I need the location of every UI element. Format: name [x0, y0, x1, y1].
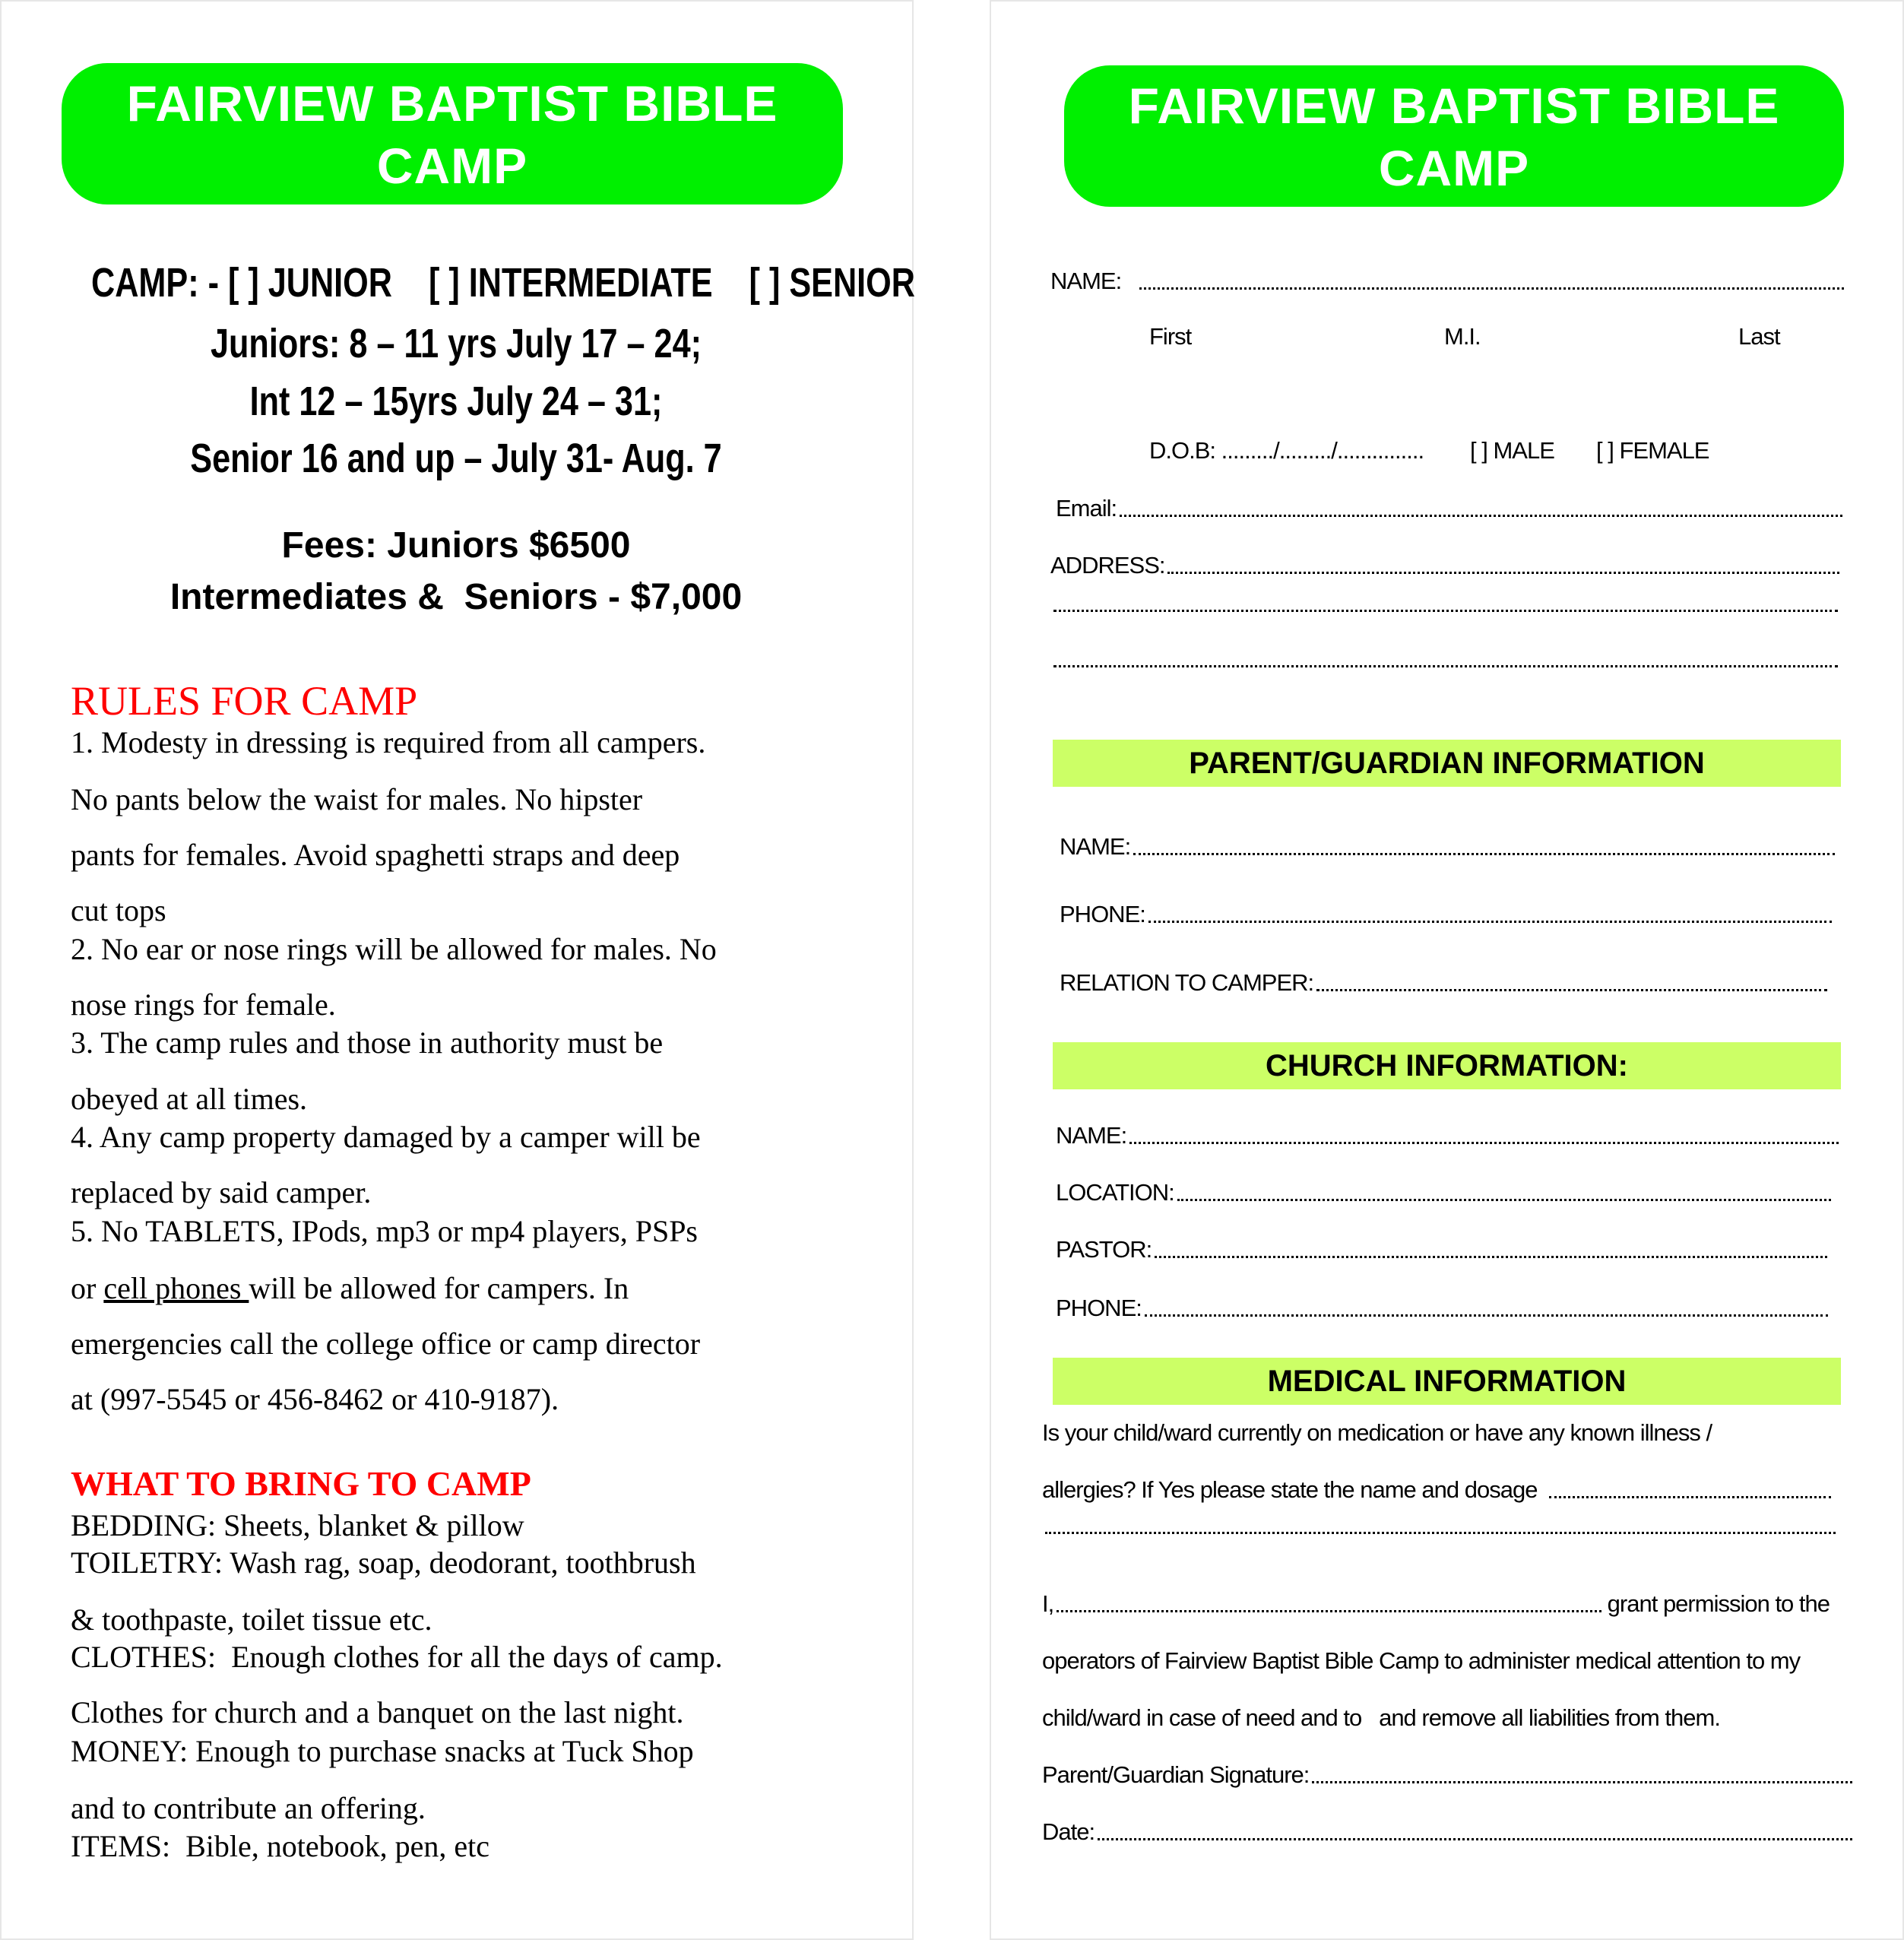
dotted-line	[1120, 515, 1842, 517]
title-line1: FAIRVIEW BAPTIST BIBLE CAMP	[126, 75, 778, 194]
label: allergies? If Yes please state the name and dosage	[1042, 1476, 1538, 1503]
label: RELATION TO CAMPER:	[1060, 969, 1314, 996]
church-name-field[interactable]	[1056, 1121, 1839, 1151]
label: Date:	[1042, 1818, 1095, 1845]
label: Email:	[1056, 495, 1117, 521]
parent-section-header: PARENT/GUARDIAN INFORMATION	[1053, 740, 1841, 787]
address-line-3[interactable]	[1050, 665, 1838, 674]
medication-line-2[interactable]	[1042, 1532, 1836, 1541]
title-line1: FAIRVIEW BAPTIST BIBLE CAMP	[1128, 78, 1780, 196]
dotted-line	[1145, 1314, 1828, 1317]
camp-selector[interactable]: CAMP: - [ ] JUNIOR [ ] INTERMEDIATE [ ] SENIOR	[91, 260, 915, 306]
dotted-line	[1177, 1199, 1831, 1201]
permission-text: operators of Fairview Baptist Bible Camp to administer medical attention to my	[1042, 1647, 1801, 1674]
dotted-line	[1045, 1532, 1836, 1534]
senior-dates: Senior 16 and up – July 31- Aug. 7	[190, 436, 722, 481]
rule-line: at (997-5545 or 456-8462 or 410-9187).	[71, 1382, 559, 1416]
label: ADDRESS:	[1050, 552, 1165, 579]
rule-line: obeyed at all times.	[71, 1082, 308, 1116]
label: PASTOR:	[1056, 1236, 1152, 1263]
male-checkbox[interactable]: [ ] MALE	[1470, 437, 1554, 464]
dotted-line	[1139, 287, 1844, 290]
dotted-line	[1155, 1256, 1827, 1258]
label: NAME:	[1060, 833, 1131, 860]
rule-line: emergencies call the college office or camp director	[71, 1327, 701, 1361]
rule-text: or	[71, 1271, 104, 1305]
fees-juniors: Fees: Juniors $6500	[281, 525, 631, 566]
signature-field[interactable]	[1042, 1760, 1852, 1790]
parent-name-field[interactable]	[1060, 832, 1835, 862]
bring-line: BEDDING: Sheets, blanket & pillow	[71, 1508, 524, 1542]
dotted-line	[1129, 1142, 1839, 1144]
dotted-line	[1053, 665, 1838, 667]
dotted-line	[1098, 1838, 1852, 1840]
dotted-line	[1148, 921, 1832, 923]
dotted-line	[1167, 572, 1839, 574]
church-location-field[interactable]	[1056, 1178, 1831, 1208]
bring-heading: WHAT TO BRING TO CAMP	[71, 1464, 531, 1503]
bring-line: and to contribute an offering.	[71, 1791, 426, 1825]
dotted-line	[1316, 989, 1827, 991]
rule-line: 1. Modesty in dressing is required from all campers.	[71, 725, 706, 759]
label: grant permission to the	[1607, 1590, 1830, 1617]
dotted-line	[1133, 853, 1835, 855]
church-section-header: CHURCH INFORMATION:	[1053, 1042, 1841, 1089]
permission-text: child/ward in case of need and to and remove all liabilities from them.	[1042, 1704, 1720, 1731]
mi-label: M.I.	[1444, 323, 1481, 350]
label: NAME:	[1050, 268, 1122, 294]
email-field[interactable]	[1056, 493, 1842, 524]
address-line-2[interactable]	[1050, 610, 1838, 619]
label: PHONE:	[1056, 1295, 1142, 1321]
dotted-line	[1312, 1781, 1852, 1783]
rule-line: 3. The camp rules and those in authority must be	[71, 1025, 664, 1060]
label: I,	[1042, 1590, 1054, 1617]
bring-line: ITEMS: Bible, notebook, pen, etc	[71, 1829, 490, 1863]
dob-field[interactable]: D.O.B: ........./........./...............	[1149, 437, 1424, 464]
cell-phones-underlined: cell phones	[103, 1271, 249, 1305]
rule-line: nose rings for female.	[71, 987, 336, 1022]
title-line2: 2017 REGISTRATION FORM	[1114, 202, 1794, 258]
rule-line: No pants below the waist for males. No hipster	[71, 782, 643, 816]
intermediate-dates: Int 12 – 15yrs July 24 – 31;	[249, 379, 663, 424]
bring-line: Clothes for church and a banquet on the last night.	[71, 1695, 684, 1729]
last-label: Last	[1738, 323, 1780, 350]
title-banner-left	[62, 63, 843, 256]
camper-name-field[interactable]	[1050, 266, 1844, 296]
rule-line: cut tops	[71, 893, 166, 927]
fees-seniors: Intermediates & Seniors - $7,000	[169, 577, 743, 617]
label: NAME:	[1056, 1122, 1127, 1149]
medical-section-header: MEDICAL INFORMATION	[1053, 1358, 1841, 1405]
medication-field[interactable]	[1042, 1475, 1831, 1505]
first-label: First	[1149, 323, 1192, 350]
rule-line: pants for females. Avoid spaghetti straps and deep	[71, 838, 680, 872]
address-field[interactable]	[1050, 550, 1839, 581]
juniors-dates: Juniors: 8 – 11 yrs July 17 – 24;	[211, 321, 702, 366]
rule-line: 4. Any camp property damaged by a camper will be	[71, 1120, 701, 1154]
bring-line: TOILETRY: Wash rag, soap, deodorant, toothbrush	[71, 1545, 696, 1580]
title-line2: 2017 REGISTRATION FORM	[112, 200, 792, 256]
rule-line: 5. No TABLETS, IPods, mp3 or mp4 players, PSPs	[71, 1214, 698, 1248]
parent-phone-field[interactable]	[1060, 899, 1832, 930]
bring-line: & toothpaste, toilet tissue etc.	[71, 1602, 432, 1637]
label: LOCATION:	[1056, 1179, 1174, 1206]
rule-text: will be allowed for campers. In	[249, 1271, 629, 1305]
dotted-line	[1053, 610, 1838, 612]
church-phone-field[interactable]	[1056, 1293, 1828, 1323]
label: Parent/Guardian Signature:	[1042, 1761, 1310, 1788]
rule-line: replaced by said camper.	[71, 1175, 372, 1209]
permission-name-field[interactable]	[1042, 1589, 1830, 1619]
bring-line: MONEY: Enough to purchase snacks at Tuck Shop	[71, 1734, 694, 1768]
rule-line	[71, 1270, 629, 1308]
medical-question: Is your child/ward currently on medication or have any known illness /	[1042, 1419, 1712, 1446]
bring-line: CLOTHES: Enough clothes for all the days of camp.	[71, 1640, 723, 1674]
dotted-line	[1057, 1610, 1601, 1612]
pastor-field[interactable]	[1056, 1235, 1827, 1265]
dotted-line	[1549, 1496, 1831, 1498]
female-checkbox[interactable]: [ ] FEMALE	[1596, 437, 1709, 464]
relation-field[interactable]	[1060, 968, 1827, 998]
rule-line: 2. No ear or nose rings will be allowed for males. No	[71, 932, 717, 966]
title-banner-right	[1064, 65, 1844, 258]
date-field[interactable]	[1042, 1817, 1852, 1847]
label: PHONE:	[1060, 901, 1145, 927]
rules-heading: RULES FOR CAMP	[71, 678, 418, 724]
